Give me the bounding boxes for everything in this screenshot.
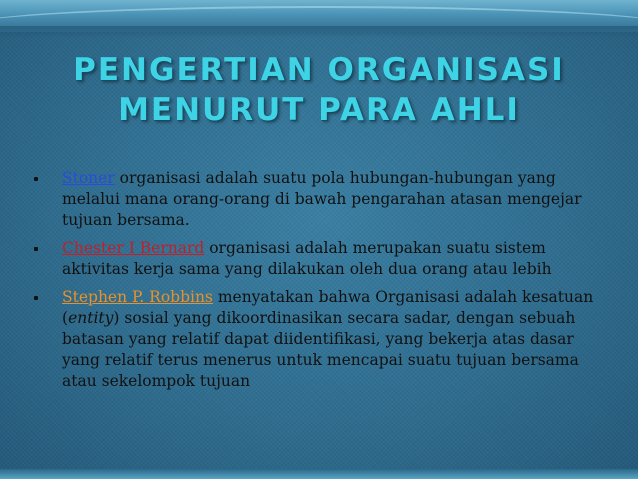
definition-text: organisasi adalah suatu pola hubungan-hubungan yang melalui mana orang-orang di bawah pengarahan atasan mengejar tujuan bersama. [62,169,582,229]
definition-text: menyatakan bahwa Organisasi adalah kesatuan ( [62,288,594,327]
definition-text: ) sosial yang dikoordinasikan secara sadar, dengan sebuah batasan yang relatif dapat diidentifikasi, yang bekerja atas dasar yang relatif terus menerus untuk mencapai suatu tujuan bersama atau sekelompok tujuan [62,309,579,390]
slide-title [0,50,638,130]
list-item [34,168,594,231]
list-item [34,287,594,392]
top-decoration-band [0,0,638,32]
title-line-2: MENURUT PARA AHLI [118,92,520,128]
author-link-chester-bernard[interactable]: Chester I Bernard [62,239,205,257]
author-link-stephen-robbins[interactable]: Stephen P. Robbins [62,288,213,306]
definition-list [34,168,594,399]
definition-emphasis: entity [68,309,114,327]
bullet-icon [34,177,38,181]
title-line-1: PENGERTIAN ORGANISASI [73,52,565,88]
list-item [34,238,594,280]
definition-text: organisasi adalah merupakan suatu sistem aktivitas kerja sama yang dilakukan oleh dua orang atau lebih [62,239,552,278]
bullet-icon [34,296,38,300]
author-link-stoner[interactable]: Stoner [62,169,115,187]
bullet-icon [34,247,38,251]
bottom-decoration-band [0,469,638,479]
